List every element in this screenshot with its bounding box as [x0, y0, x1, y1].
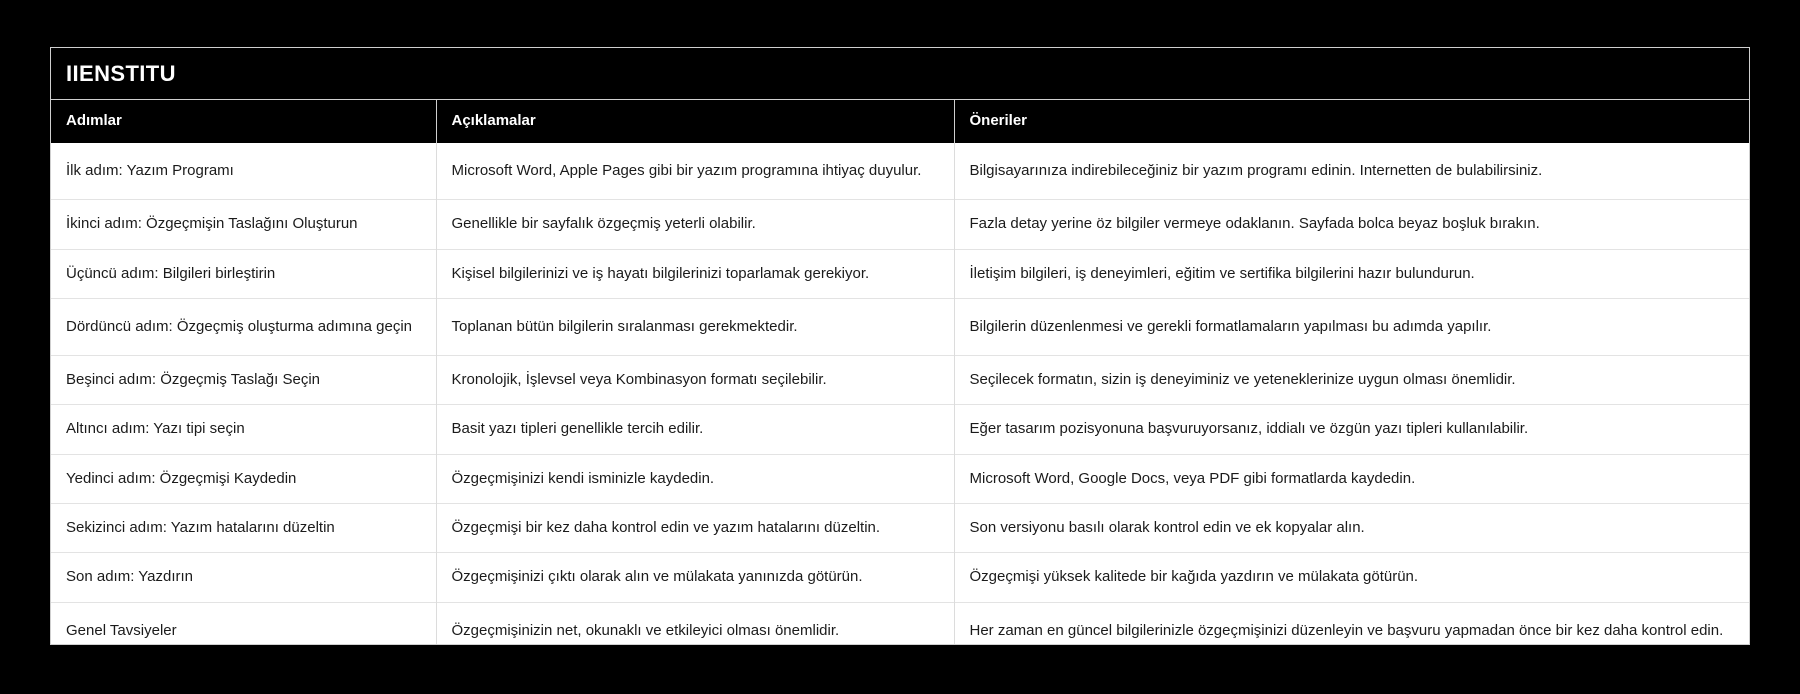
cell-suggestion: Her zaman en güncel bilgilerinizle özgeçmişinizi düzenleyin ve başvuru yapmadan önce bir kez daha kontrol edin.: [954, 602, 1749, 645]
cell-step: İlk adım: Yazım Programı: [51, 143, 436, 200]
cell-step: Genel Tavsiyeler: [51, 602, 436, 645]
cell-suggestion: Seçilecek formatın, sizin iş deneyiminiz ve yeteneklerinize uygun olması önemlidir.: [954, 356, 1749, 405]
cell-suggestion: İletişim bilgileri, iş deneyimleri, eğitim ve sertifika bilgilerini hazır bulundurun.: [954, 249, 1749, 298]
table-row: [51, 249, 1749, 298]
cell-description: Kişisel bilgilerinizi ve iş hayatı bilgilerinizi toparlamak gerekiyor.: [436, 249, 954, 298]
cell-description: Microsoft Word, Apple Pages gibi bir yazım programına ihtiyaç duyulur.: [436, 143, 954, 200]
cell-suggestion: Özgeçmişi yüksek kalitede bir kağıda yazdırın ve mülakata götürün.: [954, 553, 1749, 602]
table-row: [51, 200, 1749, 249]
cell-suggestion: Eğer tasarım pozisyonuna başvuruyorsanız, iddialı ve özgün yazı tipleri kullanılabilir.: [954, 405, 1749, 454]
cell-step: Yedinci adım: Özgeçmişi Kaydedin: [51, 454, 436, 503]
cell-suggestion: Son versiyonu basılı olarak kontrol edin ve ek kopyalar alın.: [954, 504, 1749, 553]
column-header-aciklamalar: Açıklamalar: [436, 100, 954, 143]
cell-step: Son adım: Yazdırın: [51, 553, 436, 602]
cell-description: Özgeçmişi bir kez daha kontrol edin ve yazım hatalarını düzeltin.: [436, 504, 954, 553]
cell-step: Altıncı adım: Yazı tipi seçin: [51, 405, 436, 454]
table-row: [51, 143, 1749, 200]
cell-description: Özgeçmişinizin net, okunaklı ve etkileyici olması önemlidir.: [436, 602, 954, 645]
cell-suggestion: Microsoft Word, Google Docs, veya PDF gibi formatlarda kaydedin.: [954, 454, 1749, 503]
table-header-row: [51, 100, 1749, 143]
brand-header: [51, 48, 1749, 100]
cell-step: Dördüncü adım: Özgeçmiş oluşturma adımına geçin: [51, 298, 436, 355]
table-row: [51, 504, 1749, 553]
cell-suggestion: Fazla detay yerine öz bilgiler vermeye odaklanın. Sayfada bolca beyaz boşluk bırakın.: [954, 200, 1749, 249]
steps-table: [51, 100, 1749, 645]
table-row: [51, 298, 1749, 355]
cell-suggestion: Bilgisayarınıza indirebileceğiniz bir yazım programı edinin. Internetten de bulabilirsiniz.: [954, 143, 1749, 200]
column-header-oneriler: Öneriler: [954, 100, 1749, 143]
table-row: [51, 356, 1749, 405]
cell-step: İkinci adım: Özgeçmişin Taslağını Oluşturun: [51, 200, 436, 249]
table-row: [51, 454, 1749, 503]
table-row: [51, 405, 1749, 454]
cell-description: Özgeçmişinizi çıktı olarak alın ve mülakata yanınızda götürün.: [436, 553, 954, 602]
table-container: [50, 47, 1750, 645]
cell-suggestion: Bilgilerin düzenlenmesi ve gerekli formatlamaların yapılması bu adımda yapılır.: [954, 298, 1749, 355]
cell-step: Üçüncü adım: Bilgileri birleştirin: [51, 249, 436, 298]
cell-description: Basit yazı tipleri genellikle tercih edilir.: [436, 405, 954, 454]
brand-title: IIENSTITU: [66, 60, 176, 86]
cell-step: Beşinci adım: Özgeçmiş Taslağı Seçin: [51, 356, 436, 405]
table-row: [51, 553, 1749, 602]
cell-description: Genellikle bir sayfalık özgeçmiş yeterli olabilir.: [436, 200, 954, 249]
cell-description: Toplanan bütün bilgilerin sıralanması gerekmektedir.: [436, 298, 954, 355]
cell-description: Kronolojik, İşlevsel veya Kombinasyon formatı seçilebilir.: [436, 356, 954, 405]
table-row: [51, 602, 1749, 645]
table-body: [51, 143, 1749, 645]
cell-step: Sekizinci adım: Yazım hatalarını düzeltin: [51, 504, 436, 553]
cell-description: Özgeçmişinizi kendi isminizle kaydedin.: [436, 454, 954, 503]
column-header-adimlar: Adımlar: [51, 100, 436, 143]
table-head: [51, 100, 1749, 143]
